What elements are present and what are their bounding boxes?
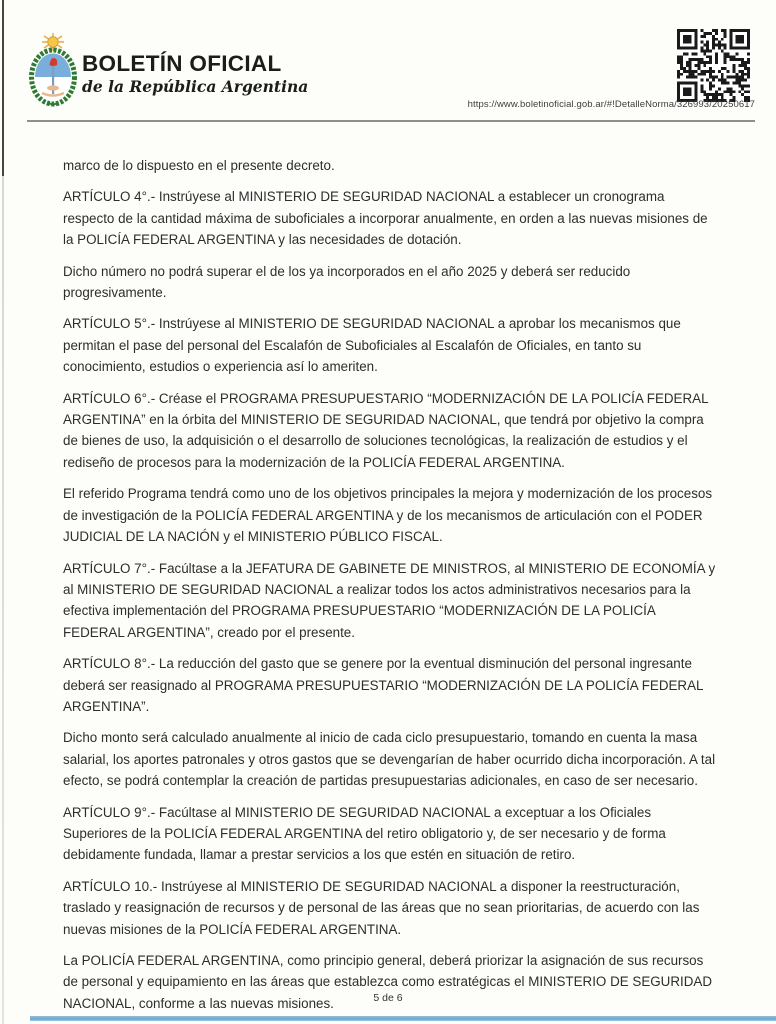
- qr-code-icon: [677, 29, 750, 102]
- paragraph: ARTÍCULO 6°.- Créase el PROGRAMA PRESUPUESTARIO “MODERNIZACIÓN DE LA POLICÍA FEDERAL ARGENTINA” en la órbita del MINISTERIO DE SEGURIDAD NACIONAL, que tendrá por objetivo la compra de bienes de uso, la adquisición o el desarrollo de soluciones tecnológicas, la realización de estudios y el rediseño de procesos para la modernización de la POLICÍA FEDERAL ARGENTINA.: [63, 390, 709, 470]
- paragraph: ARTÍCULO 9°.- Facúltase al MINISTERIO DE SEGURIDAD NACIONAL a exceptuar a los Oficiales Superiores de la POLICÍA FEDERAL ARGENTINA del retiro obligatorio y, de ser necesario y de forma debidamente fundada, llamar a prestar servicios a los que estén en situación de retiro.: [63, 804, 666, 863]
- paragraph: ARTÍCULO 8°.- La reducción del gasto que se genere por la eventual disminución del personal ingresante deberá ser reasignado al PROGRAMA PRESUPUESTARIO “MODERNIZACIÓN DE LA POLICÍA FEDERAL ARGENTINA”.: [63, 656, 703, 714]
- bottom-accent-bar: [30, 1016, 776, 1021]
- paragraph: ARTÍCULO 7°.- Facúltase a la JEFATURA DE GABINETE DE MINISTROS, al MINISTERIO DE ECONOMÍA y al MINISTERIO DE SEGURIDAD NACIONAL a realizar todos los actos administrativos necesarios para la efectiva implementación del PROGRAMA PRESUPUESTARIO “MODERNIZACIÓN DE LA POLICÍA FEDERAL ARGENTINA”, creado por el presente.: [63, 560, 716, 640]
- paragraph: ARTÍCULO 5°.- Instrúyese al MINISTERIO DE SEGURIDAD NACIONAL a aprobar los mecanismos que permitan el pase del personal del Escalafón de Suboficiales al Escalafón de Oficiales, en tanto su conocimiento, estudios o experiencia así lo ameriten.: [63, 316, 681, 375]
- paragraph: ARTÍCULO 4°.- Instrúyese al MINISTERIO DE SEGURIDAD NACIONAL a establecer un cronograma respecto de la cantidad máxima de suboficiales a incorporar anualmente, en orden a las nuevas misiones de la POLICÍA FEDERAL ARGENTINA y las necesidades de dotación.: [63, 189, 708, 248]
- paragraph: marco de lo dispuesto en el presente decreto.: [63, 158, 335, 173]
- brand-title: BOLETÍN OFICIAL: [82, 51, 282, 76]
- paragraph: La POLICÍA FEDERAL ARGENTINA, como principio general, deberá priorizar la asignación de sus recursos de personal y equipamiento en las áreas que establezca como estratégicas el MINISTERIO DE SEGURIDAD NACIONAL, conforme a las nuevas misiones.: [63, 953, 713, 1011]
- norm-detail-url: https://www.boletinoficial.gob.ar/#!DetalleNorma/326993/20250617: [467, 99, 755, 110]
- argentina-coat-of-arms-icon: [27, 32, 79, 113]
- scan-edge-artifact: [2, 0, 4, 1024]
- page-number: 5 de 6: [373, 992, 403, 1004]
- brand-block: [82, 52, 308, 95]
- paragraph: ARTÍCULO 10.- Instrúyese al MINISTERIO DE SEGURIDAD NACIONAL a disponer la reestructuración, traslado y reasignación de recursos y de personal de las áreas que no sean prioritarias, de acuerdo con las nuevas misiones de la POLICÍA FEDERAL ARGENTINA.: [63, 878, 700, 937]
- paragraph: El referido Programa tendrá como uno de los objetivos principales la mejora y modernización de los procesos de investigación de la POLICÍA FEDERAL ARGENTINA y de los mecanismos de articulación con el PODER JUDICIAL DE LA NACIÓN y el MINISTERIO PÚBLICO FISCAL.: [63, 486, 713, 545]
- brand-subtitle: de la República Argentina: [82, 76, 309, 96]
- paragraph: Dicho monto será calculado anualmente al inicio de cada ciclo presupuestario, tomando en cuenta la masa salarial, los aportes patronales y otros gastos que se devengarían de haber ocurrido dicha incorporación. A tal efecto, se podrá contemplar la creación de partidas presupuestarias adicionales, en caso de ser necesario.: [63, 730, 716, 789]
- header-divider: [27, 120, 755, 122]
- page-header: [0, 0, 776, 124]
- paragraph: Dicho número no podrá superar el de los ya incorporados en el año 2025 y deberá ser reducido progresivamente.: [63, 263, 631, 301]
- document-body: [63, 155, 719, 1024]
